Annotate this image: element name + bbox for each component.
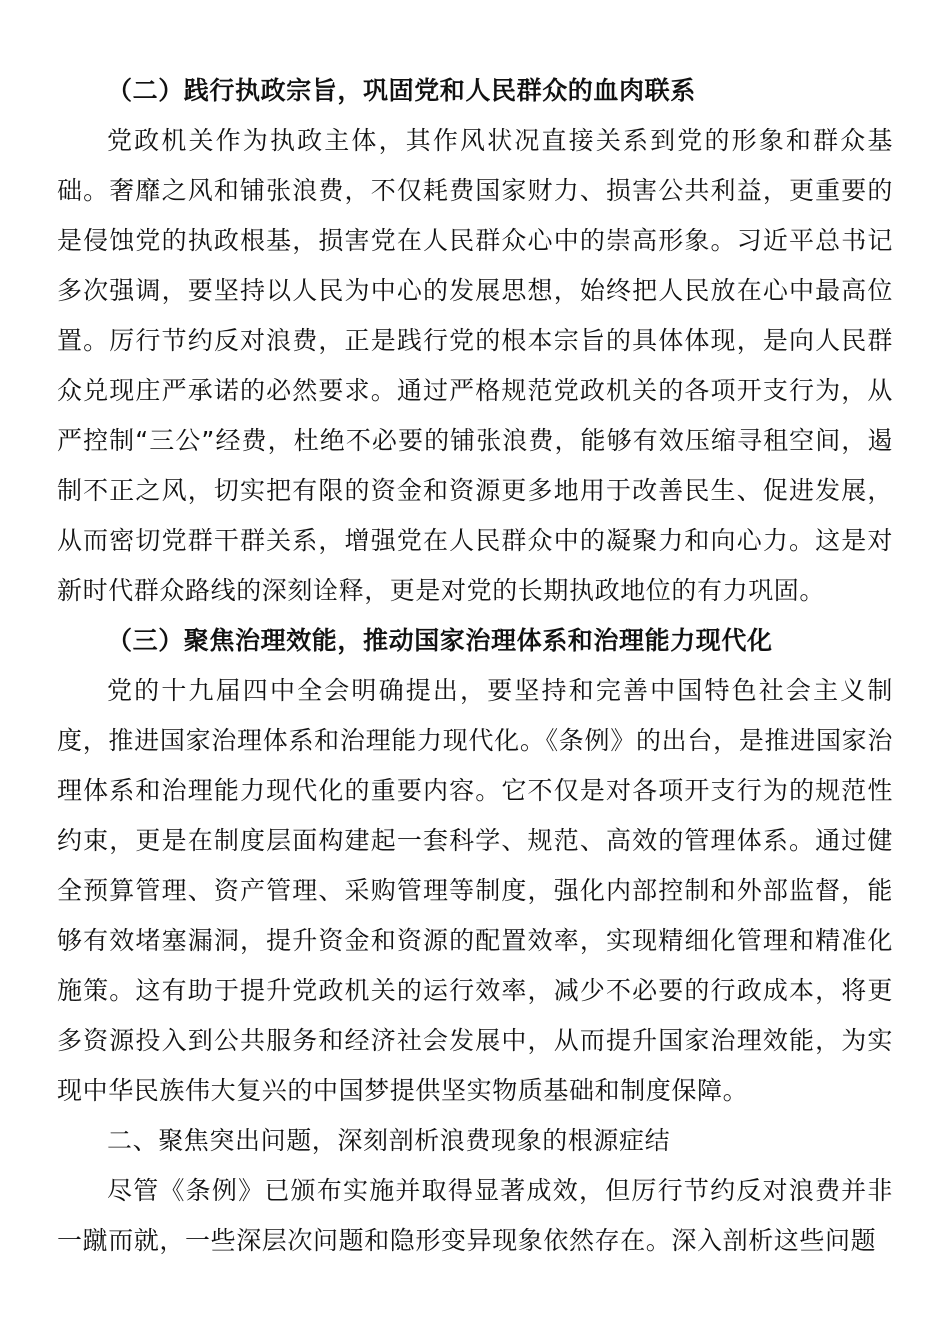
section-heading-2: 二、聚焦突出问题，深刻剖析浪费现象的根源症结 — [107, 1126, 671, 1155]
subheading-3: （三）聚焦治理效能，推动国家治理体系和治理能力现代化 — [107, 626, 773, 655]
paragraph-4: 尽管《条例》已颁布实施并取得显著成效，但厉行节约反对浪费并非一蹴而就，一些深层次问题和隐形变异现象依然存在。深入剖析这些问题 — [57, 1176, 893, 1255]
document-page — [57, 66, 893, 1266]
paragraph-2: 党政机关作为执政主体，其作风状况直接关系到党的形象和群众基础。奢靡之风和铺张浪费，不仅耗费国家财力、损害公共利益，更重要的是侵蚀党的执政根基，损害党在人民群众心中的崇高形象。习近平总书记多次强调，要坚持以人民为中心的发展思想，始终把人民放在心中最高位置。厉行节约反对浪费，正是践行党的根本宗旨的具体体现，是向人民群众兑现庄严承诺的必然要求。通过严格规范党政机关的各项开支行为，从严控制“三公”经费，杜绝不必要的铺张浪费，能够有效压缩寻租空间，遏制不正之风，切实把有限的资金和资源更多地用于改善民生、促进发展，从而密切党群干群关系，增强党在人民群众中的凝聚力和向心力。这是对新时代群众路线的深刻诠释，更是对党的长期执政地位的有力巩固。 — [57, 126, 893, 605]
paragraph-3: 党的十九届四中全会明确提出，要坚持和完善中国特色社会主义制度，推进国家治理体系和治理能力现代化。《条例》的出台，是推进国家治理体系和治理能力现代化的重要内容。它不仅是对各项开支行为的规范性约束，更是在制度层面构建起一套科学、规范、高效的管理体系。通过健全预算管理、资产管理、采购管理等制度，强化内部控制和外部监督，能够有效堵塞漏洞，提升资金和资源的配置效率，实现精细化管理和精准化施策。这有助于提升党政机关的运行效率，减少不必要的行政成本，将更多资源投入到公共服务和经济社会发展中，从而提升国家治理效能，为实现中华民族伟大复兴的中国梦提供坚实物质基础和制度保障。 — [57, 676, 893, 1105]
subheading-2: （二）践行执政宗旨，巩固党和人民群众的血肉联系 — [107, 76, 696, 105]
